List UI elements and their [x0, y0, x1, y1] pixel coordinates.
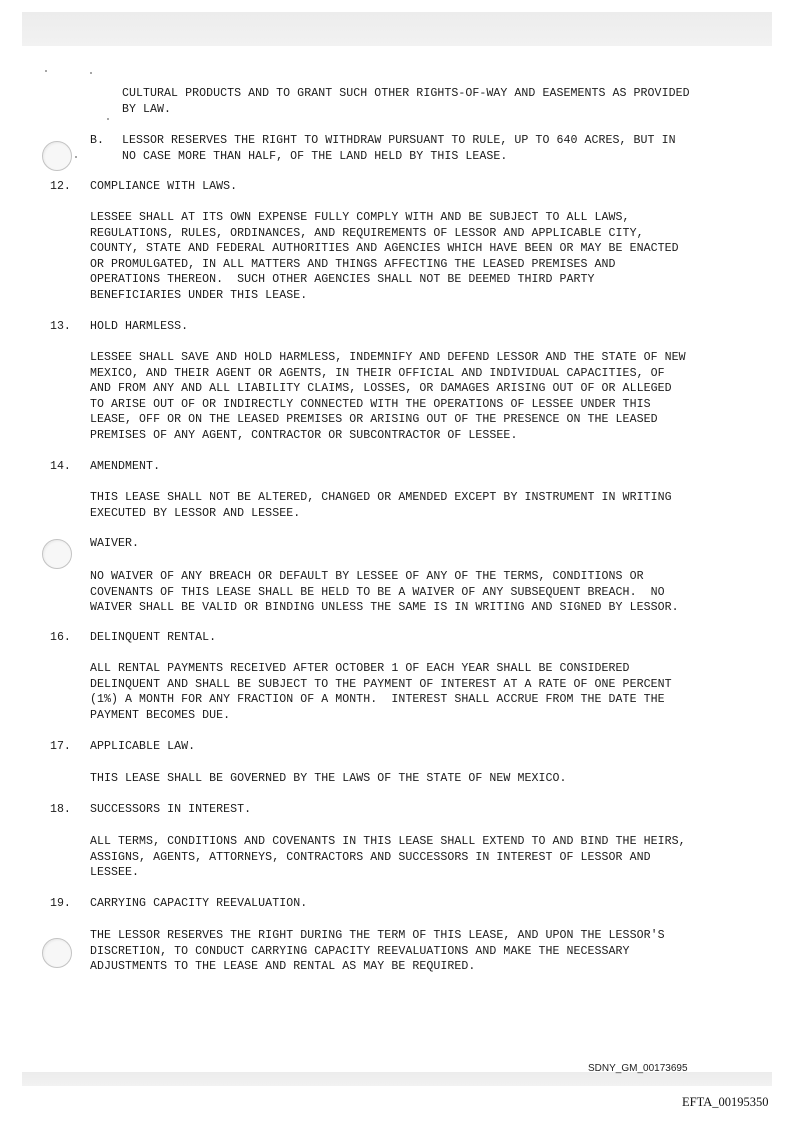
section-body-line: (1%) A MONTH FOR ANY FRACTION OF A MONTH. INTEREST SHALL ACCRUE FROM THE DATE THE [90, 693, 665, 707]
punch-hole-mark [42, 938, 72, 968]
item-b-line: LESSOR RESERVES THE RIGHT TO WITHDRAW PURSUANT TO RULE, UP TO 640 ACRES, BUT IN [122, 134, 676, 147]
scan-speck [75, 156, 77, 158]
section-body-line: ASSIGNS, AGENTS, ATTORNEYS, CONTRACTORS AND SUCCESSORS IN INTEREST OF LESSOR AND [90, 850, 651, 864]
section-body-line: BENEFICIARIES UNDER THIS LEASE. [90, 289, 308, 302]
bates-number: SDNY_GM_00173695 [588, 1063, 688, 1074]
section-body-line: THIS LEASE SHALL BE GOVERNED BY THE LAWS OF THE STATE OF NEW MEXICO. [90, 772, 567, 785]
section-body-line: DISCRETION, TO CONDUCT CARRYING CAPACITY REEVALUATIONS AND MAKE THE NECESSARY [90, 944, 630, 958]
scan-speck [45, 70, 47, 72]
punch-hole-mark [42, 141, 72, 171]
section-body-line: ALL RENTAL PAYMENTS RECEIVED AFTER OCTOBER 1 OF EACH YEAR SHALL BE CONSIDERED [90, 662, 630, 675]
section-body-line: LESSEE SHALL AT ITS OWN EXPENSE FULLY COMPLY WITH AND BE SUBJECT TO ALL LAWS, [90, 211, 630, 224]
section-heading: CARRYING CAPACITY REEVALUATION. [90, 897, 308, 910]
section-heading: APPLICABLE LAW. [90, 740, 196, 753]
section-number: 14. [50, 460, 71, 473]
section-number: 13. [50, 320, 71, 333]
item-a-line: CULTURAL PRODUCTS AND TO GRANT SUCH OTHER RIGHTS-OF-WAY AND EASEMENTS AS PROVIDED [122, 87, 690, 100]
section-body-line: DELINQUENT AND SHALL BE SUBJECT TO THE PAYMENT OF INTEREST AT A RATE OF ONE PERCENT [90, 677, 672, 691]
section-heading: COMPLIANCE WITH LAWS. [90, 180, 238, 193]
section-heading: DELINQUENT RENTAL. [90, 631, 217, 644]
section-body-line: THIS LEASE SHALL NOT BE ALTERED, CHANGED OR AMENDED EXCEPT BY INSTRUMENT IN WRITING [90, 491, 672, 504]
section-heading: SUCCESSORS IN INTEREST. [90, 803, 252, 816]
section-body-line: PAYMENT BECOMES DUE. [90, 708, 231, 722]
section-body-line: AND FROM ANY AND ALL LIABILITY CLAIMS, LOSSES, OR DAMAGES ARISING OUT OF OR ALLEGED [90, 382, 672, 396]
section-body-line: WAIVER SHALL BE VALID OR BINDING UNLESS THE SAME IS IN WRITING AND SIGNED BY LESSOR. [90, 601, 679, 615]
section-body-line: OPERATIONS THEREON. SUCH OTHER AGENCIES SHALL NOT BE DEEMED THIRD PARTY [90, 273, 595, 287]
scan-shading-top [22, 12, 772, 46]
efta-number: EFTA_00195350 [682, 1095, 769, 1109]
section-body-line: PREMISES OF ANY AGENT, CONTRACTOR OR SUBCONTRACTOR OF LESSEE. [90, 429, 518, 442]
section-heading: WAIVER. [90, 537, 140, 550]
section-body-line: THE LESSOR RESERVES THE RIGHT DURING THE TERM OF THIS LEASE, AND UPON THE LESSOR'S [90, 929, 665, 942]
section-body-line: ALL TERMS, CONDITIONS AND COVENANTS IN THIS LEASE SHALL EXTEND TO AND BIND THE HEIRS, [90, 835, 686, 848]
section-body-line: LESSEE SHALL SAVE AND HOLD HARMLESS, INDEMNIFY AND DEFEND LESSOR AND THE STATE OF NEW [90, 351, 686, 364]
section-number: 12. [50, 180, 71, 193]
section-body-line: REGULATIONS, RULES, ORDINANCES, AND REQUIREMENTS OF LESSOR AND APPLICABLE CITY, [90, 226, 644, 240]
scan-speck [90, 72, 92, 74]
section-number: 18. [50, 803, 71, 816]
section-body-line: COUNTY, STATE AND FEDERAL AUTHORITIES AND AGENCIES WHICH HAVE BEEN OR MAY BE ENACTED [90, 242, 679, 256]
section-body-line: LEASE, OFF OR ON THE LEASED PREMISES OR ARISING OUT OF THE PRESENCE ON THE LEASED [90, 413, 658, 427]
item-b-line: NO CASE MORE THAN HALF, OF THE LAND HELD BY THIS LEASE. [122, 149, 508, 163]
scan-speck [107, 118, 109, 120]
item-b-letter: B. [90, 134, 104, 147]
section-body-line: MEXICO, AND THEIR AGENT OR AGENTS, IN THEIR OFFICIAL AND INDIVIDUAL CAPACITIES, OF [90, 366, 665, 380]
section-body-line: NO WAIVER OF ANY BREACH OR DEFAULT BY LESSEE OF ANY OF THE TERMS, CONDITIONS OR [90, 570, 644, 583]
section-body-line: TO ARISE OUT OF OR INDIRECTLY CONNECTED WITH THE OPERATIONS OF LESSEE UNDER THIS [90, 397, 651, 411]
punch-hole-mark [42, 539, 72, 569]
section-body-line: EXECUTED BY LESSOR AND LESSEE. [90, 506, 301, 520]
section-heading: AMENDMENT. [90, 460, 161, 473]
scan-shading-bottom [22, 1072, 772, 1086]
section-number: 17. [50, 740, 71, 753]
section-number: 16. [50, 631, 71, 644]
section-body-line: OR PROMULGATED, IN ALL MATTERS AND THINGS AFFECTING THE LEASED PREMISES AND [90, 257, 616, 271]
section-body-line: ADJUSTMENTS TO THE LEASE AND RENTAL AS MAY BE REQUIRED. [90, 960, 476, 974]
item-a-line: BY LAW. [122, 102, 172, 116]
section-number: 19. [50, 897, 71, 910]
section-body-line: COVENANTS OF THIS LEASE SHALL BE HELD TO BE A WAIVER OF ANY SUBSEQUENT BREACH. NO [90, 585, 665, 599]
section-heading: HOLD HARMLESS. [90, 320, 189, 333]
section-body-line: LESSEE. [90, 866, 140, 880]
